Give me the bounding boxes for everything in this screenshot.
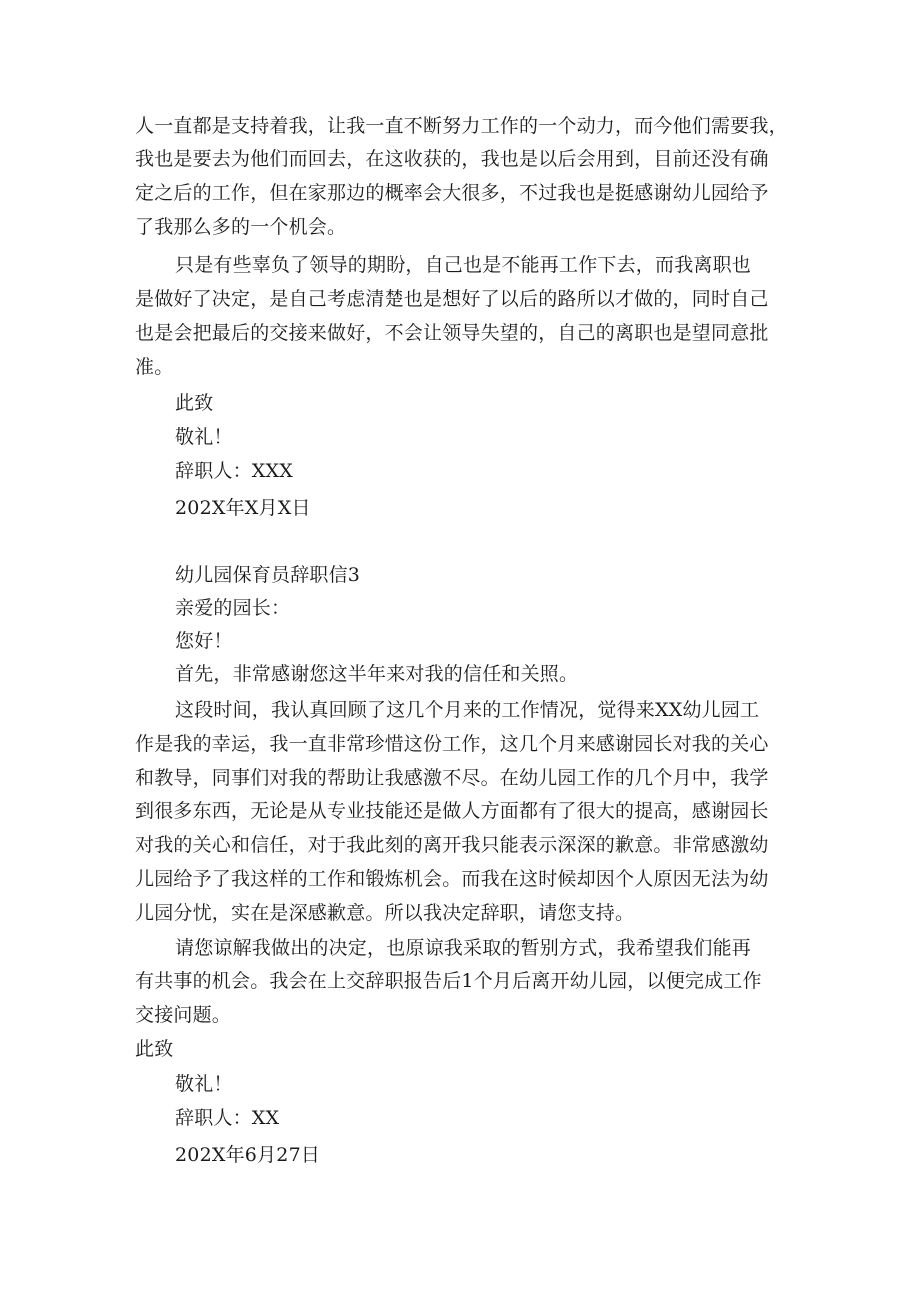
greeting-text: 亲爱的园长： bbox=[175, 597, 291, 619]
paragraph-line: 有共事的机会。我会在上交辞职报告后1个月后离开幼儿园，以便完成工作 bbox=[135, 970, 762, 992]
paragraph-line: 了我那么多的一个机会。 bbox=[135, 216, 347, 238]
paragraph-line: 我也是要去为他们而回去，在这收获的，我也是以后会用到，目前还没有确 bbox=[135, 148, 769, 170]
paragraph-line: 对我的关心和信任，对于我此刻的离开我只能表示深深的歉意。非常感激幼 bbox=[135, 834, 769, 856]
paragraph-line: 是做好了决定，是自己考虑清楚也是想好了以后的路所以才做的，同时自己 bbox=[135, 288, 769, 310]
closing-text: 此致 bbox=[135, 1038, 174, 1060]
closing-text: 此致 bbox=[175, 392, 214, 414]
paragraph-line: 儿园给予了我这样的工作和锻炼机会。而我在这时候却因个人原因无法为幼 bbox=[135, 868, 769, 890]
salute-text: 敬礼！ bbox=[175, 426, 233, 448]
paragraph-line: 作是我的幸运，我一直非常珍惜这份工作，这几个月来感谢园长对我的关心 bbox=[135, 733, 769, 755]
paragraph-line: 首先，非常感谢您这半年来对我的信任和关照。 bbox=[175, 663, 579, 685]
paragraph-line: 这段时间，我认真回顾了这几个月来的工作情况，觉得来XX幼儿园工 bbox=[175, 699, 760, 721]
date-text: 202X年6月27日 bbox=[175, 1144, 321, 1166]
date-text: 202X年X月X日 bbox=[175, 497, 311, 519]
paragraph-line: 准。 bbox=[135, 356, 174, 378]
letter-title: 幼儿园保育员辞职信3 bbox=[175, 564, 361, 586]
hello-text: 您好！ bbox=[175, 630, 233, 652]
salute-text: 敬礼！ bbox=[175, 1073, 233, 1095]
paragraph-line: 请您谅解我做出的决定，也原谅我采取的暂别方式，我希望我们能再 bbox=[175, 937, 752, 959]
paragraph-line: 也是会把最后的交接来做好，不会让领导失望的，自己的离职也是望同意批 bbox=[135, 322, 769, 344]
paragraph-line: 定之后的工作，但在家那边的概率会大很多，不过我也是挺感谢幼儿园给予 bbox=[135, 182, 769, 204]
paragraph-line: 到很多东西，无论是从专业技能还是做人方面都有了很大的提高，感谢园长 bbox=[135, 800, 769, 822]
paragraph-line: 人一直都是支持着我，让我一直不断努力工作的一个动力，而今他们需要我， bbox=[135, 115, 788, 137]
paragraph-line: 交接问题。 bbox=[135, 1004, 232, 1026]
paragraph-line: 儿园分忧，实在是深感歉意。所以我决定辞职，请您支持。 bbox=[135, 902, 635, 924]
paragraph-line: 只是有些辜负了领导的期盼，自己也是不能再工作下去，而我离职也 bbox=[175, 254, 752, 276]
signer-text: 辞职人：XX bbox=[175, 1107, 280, 1129]
signer-text: 辞职人：XXX bbox=[175, 460, 293, 482]
paragraph-line: 和教导，同事们对我的帮助让我感激不尽。在幼儿园工作的几个月中，我学 bbox=[135, 767, 769, 789]
